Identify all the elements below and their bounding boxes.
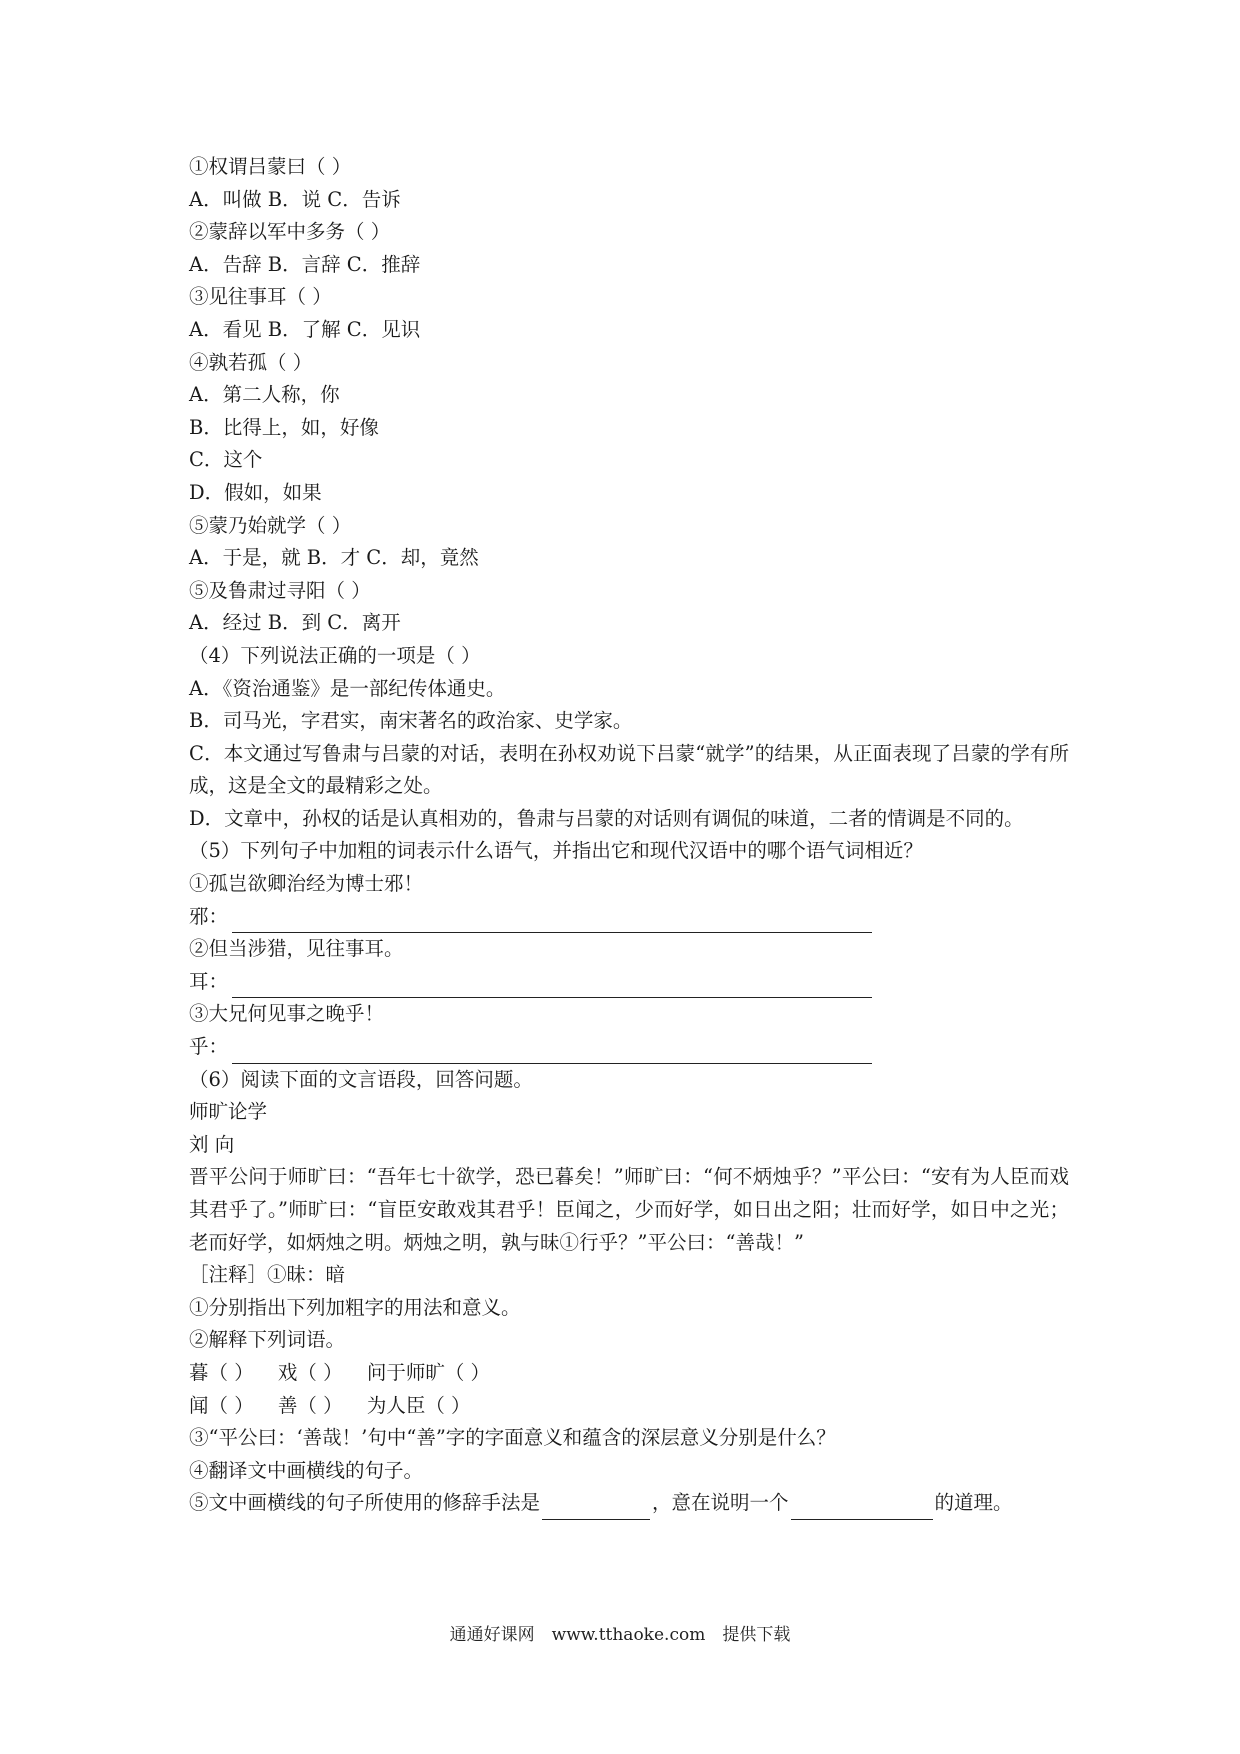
word-row-2 <box>189 1390 1069 1423</box>
answer-label-2: 耳： <box>189 969 229 993</box>
answer-blank-2[interactable] <box>232 977 872 998</box>
text-line: B．司马光，字君实，南宋著名的政治家、史学家。 <box>189 709 633 733</box>
word-item: 戏（ ） <box>277 1360 343 1384</box>
q6-sub-2: ②解释下列词语。 <box>189 1328 346 1352</box>
answer-line-3 <box>189 1031 1069 1064</box>
word-item: 闻（ ） <box>189 1393 254 1417</box>
fill-blank-meaning[interactable] <box>791 1499 933 1520</box>
passage-title: 师旷论学 <box>189 1100 268 1124</box>
q5-prompt: （5）下列句子中加粗的词表示什么语气，并指出它和现代汉语中的哪个语气词相近？ <box>189 839 923 863</box>
text-line: ②蒙辞以军中多务（ ） <box>189 220 391 244</box>
text-line: （4）下列说法正确的一项是（ ） <box>189 643 481 667</box>
answer-label-1: 邪： <box>189 904 229 928</box>
answer-line-1 <box>189 901 1069 934</box>
text-line: A．看见 B．了解 C．见识 <box>189 317 421 341</box>
q6-sub-3: ③“平公曰：‘善哉！’句中“善”字的字面意义和蕴含的深层意义分别是什么？ <box>189 1426 836 1450</box>
q6-sub-5-part-b: ，意在说明一个 <box>652 1491 789 1515</box>
text-line: A．告辞 B．言辞 C．推辞 <box>189 252 421 276</box>
text-line: A．第二人称，你 <box>189 383 340 407</box>
word-item: 问于师旷（ ） <box>366 1360 491 1384</box>
text-line: ③见往事耳（ ） <box>189 285 332 309</box>
q6-sub-5 <box>189 1487 1069 1520</box>
answer-label-3: 乎： <box>189 1035 229 1059</box>
q6-sub-1: ①分别指出下列加粗字的用法和意义。 <box>189 1295 521 1319</box>
text-line: A．叫做 B．说 C．告诉 <box>189 187 401 211</box>
q5-sentence-1: ①孤岂欲卿治经为博士邪！ <box>189 872 424 896</box>
text-line: D．假如，如果 <box>189 480 322 504</box>
option-c: C．本文通过写鲁肃与吕蒙的对话，表明在孙权劝说下吕蒙“就学”的结果，从正面表现了吕蒙的学有所成，这是全文的最精彩之处。 <box>189 741 1069 798</box>
q6-sub-5-part-c: 的道理。 <box>934 1491 1013 1515</box>
q6-sub-4: ④翻译文中画横线的句子。 <box>189 1458 424 1482</box>
answer-blank-3[interactable] <box>232 1043 872 1064</box>
q5-sentence-3: ③大兄何见事之晚乎！ <box>189 1002 385 1026</box>
text-line: ①权谓吕蒙曰（ ） <box>189 155 352 178</box>
answer-line-2 <box>189 966 1069 999</box>
answer-blank-1[interactable] <box>232 912 872 933</box>
text-line: ⑤及鲁肃过寻阳（ ） <box>189 578 371 602</box>
text-line: A．经过 B．到 C．离开 <box>189 611 401 635</box>
option-d: D．文章中，孙权的话是认真相劝的，鲁肃与吕蒙的对话则有调侃的味道，二者的情调是不同的。 <box>189 806 1024 830</box>
word-row-1 <box>189 1357 1069 1390</box>
q5-sentence-2: ②但当涉猎，见往事耳。 <box>189 937 404 961</box>
text-line: ⑤蒙乃始就学（ ） <box>189 513 352 537</box>
word-item: 为人臣（ ） <box>366 1393 471 1417</box>
document-body <box>189 151 1069 1520</box>
fill-blank-rhetoric[interactable] <box>542 1499 650 1520</box>
text-line: ④孰若孤（ ） <box>189 350 313 374</box>
word-item: 暮（ ） <box>189 1360 254 1384</box>
text-line: B．比得上，如，好像 <box>189 415 379 439</box>
q6-prompt: （6）阅读下面的文言语段，回答问题。 <box>189 1067 533 1091</box>
text-line: A．于是，就 B．才 C．却，竟然 <box>189 546 479 570</box>
word-item: 善（ ） <box>277 1393 343 1417</box>
footer-download-note: 通通好课网 www.tthaoke.com 提供下载 <box>449 1625 791 1645</box>
passage-note: ［注释］①昧：暗 <box>189 1263 346 1287</box>
passage-author: 刘 向 <box>189 1132 235 1156</box>
text-line: C．这个 <box>189 448 263 472</box>
q6-sub-5-part-a: ⑤文中画横线的句子所使用的修辞手法是 <box>189 1491 541 1515</box>
text-line: A．《资治通鉴》是一部纪传体通史。 <box>189 676 506 700</box>
passage-text: 晋平公问于师旷曰：“吾年七十欲学，恐已暮矣！”师旷曰：“何不炳烛乎？”平公曰：“安有为人臣而戏其君乎了。”师旷曰：“盲臣安敢戏其君乎！臣闻之，少而好学，如日出之阳；壮而好学，如日中之光；老而好学，如炳烛之明。炳烛之明，孰与昧①行乎？”平公曰：“善哉！” <box>189 1165 1069 1254</box>
